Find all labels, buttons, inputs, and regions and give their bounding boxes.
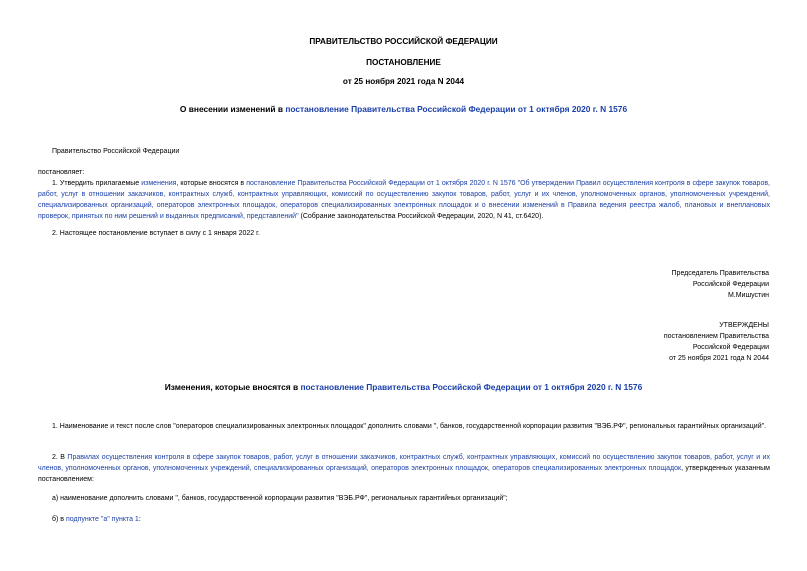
change-item-1: 1. Наименование и текст после слов "операторов специализированных электронных площадок" дополнить словами ", банков, государственной корпорации развития "ВЭБ.РФ", региональных гарантийных организаций". xyxy=(52,423,767,430)
changes-heading-prefix: Изменения, которые вносятся в xyxy=(164,382,301,392)
paragraph-1-start: 1. Утвердить прилагаемые xyxy=(52,180,142,187)
paragraph-1 xyxy=(38,178,770,222)
paragraph-2: 2. Настоящее постановление вступает в силу с 1 января 2022 г. xyxy=(52,230,260,237)
change-item-2-end: , утвержденных указанным постановлением: xyxy=(38,465,770,483)
approval-block xyxy=(509,320,769,364)
approval-line-2: постановлением Правительства xyxy=(663,333,769,340)
doc-date-heading: от 25 ноября 2021 года N 2044 xyxy=(342,77,465,86)
signature-name: М.Мишустин xyxy=(727,292,769,299)
subparagraph-a-link[interactable]: подпункте "а" xyxy=(65,516,110,523)
rules-link[interactable]: Правилах осуществления контроля в сфере закупок товаров, работ, услуг в отношении заказчиков, контрактных служб, контрактных управляющих, комиссий по осуществлению закупок товаров, работ, услуг и их членов, уполномоченных органов, уполномоченных учреждений, специализированных организаций, операторов электронных площадок, операторов специализированных электронных площадок xyxy=(38,454,770,472)
document-title-prefix: О внесении изменений в xyxy=(179,104,286,114)
approval-line-4: от 25 ноября 2021 года N 2044 xyxy=(669,355,769,362)
change-item-2b-end: : xyxy=(138,516,141,523)
approval-line-3: Российской Федерации xyxy=(692,344,769,351)
change-item-2b xyxy=(52,514,141,525)
change-item-2 xyxy=(38,452,770,485)
changes-link[interactable]: изменения xyxy=(141,180,177,187)
change-item-2a: а) наименование дополнить словами ", банков, государственной корпорации развития "ВЭБ.РФ", региональных гарантийных организаций"; xyxy=(52,495,508,502)
paragraph-1-end: (Собрание законодательства Российской Федерации, 2020, N 41, ст.6420). xyxy=(298,213,544,220)
change-item-2-start: 2. В xyxy=(52,454,68,461)
changes-heading xyxy=(0,382,807,393)
org-heading: ПРАВИТЕЛЬСТВО РОССИЙСКОЙ ФЕДЕРАЦИИ xyxy=(309,37,498,46)
signature-position: Председатель Правительства xyxy=(671,270,769,277)
document-title xyxy=(0,104,807,115)
signature-country: Российской Федерации xyxy=(692,281,769,288)
change-item-2b-start: б) в xyxy=(52,516,66,523)
point-1-link[interactable]: пункта 1 xyxy=(111,516,139,523)
changes-heading-link[interactable]: постановление Правительства Российской Федерации от 1 октября 2020 г. N 1576 xyxy=(300,382,643,392)
doc-type-heading: ПОСТАНОВЛЕНИЕ xyxy=(366,58,441,67)
resolution-1576-link[interactable]: постановление Правительства Российской Федерации от 1 октября 2020 г. N 1576 "Об утверждении Правил осуществления контроля в сфере закупок товаров, работ, услуг в отношении заказчиков, контрактных служб, контрактных управляющих, комиссий по осуществлению закупок товаров, работ, услуг и их членов, уполномоченных органов, уполномоченных учреждений, специализированных организаций, операторов электронных площадок, операторов специализированных электронных площадок и о внесении изменений в Правила ведения реестра жалоб, плановых и внеплановых проверок, принятых по ним решений и выданных предписаний, представлений" xyxy=(38,180,770,220)
approval-line-1: УТВЕРЖДЕНЫ xyxy=(719,322,769,329)
decrees-text: постановляет: xyxy=(38,169,85,176)
paragraph-1-middle: , которые вносятся в xyxy=(176,180,247,187)
issuer-text: Правительство Российской Федерации xyxy=(52,148,180,155)
signature-block xyxy=(509,268,769,301)
document-title-link[interactable]: постановление Правительства Российской Федерации от 1 октября 2020 г. N 1576 xyxy=(285,104,628,114)
